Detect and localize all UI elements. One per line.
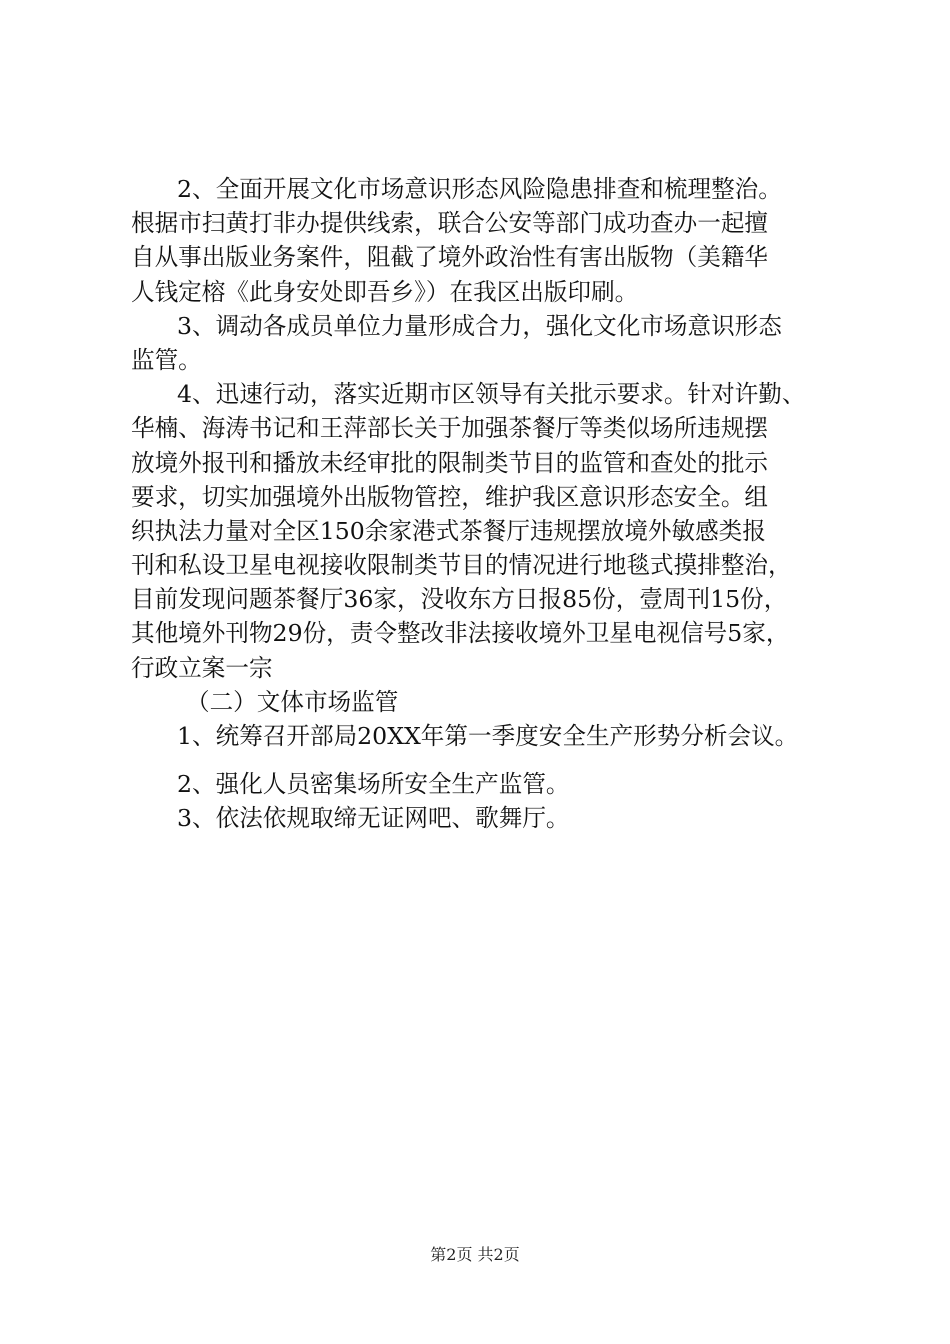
list-item: 2、强化人员密集场所安全生产监管。 — [177, 770, 570, 799]
paragraph-4-line: 行政立案一宗 — [131, 653, 273, 682]
paragraph-4-line: 华楠、海涛书记和王萍部长关于加强茶餐厅等类似场所违规摆 — [131, 414, 769, 443]
paragraph-4-line: 放境外报刊和播放未经审批的限制类节目的监管和查处的批示 — [131, 448, 769, 477]
paragraph-2-line: 根据市扫黄打非办提供线索，联合公安等部门成功查办一起擅 — [131, 209, 769, 238]
document-body — [131, 172, 831, 836]
paragraph-2-line: 2、全面开展文化市场意识形态风险隐患排查和梳理整治。 — [177, 175, 782, 203]
paragraph-4-line: 4、迅速行动，落实近期市区领导有关批示要求。针对许勤、 — [177, 380, 806, 409]
paragraph-4-line: 目前发现问题茶餐厅36家，没收东方日报85份，壹周刊15份， — [131, 585, 788, 614]
paragraph-4-line: 刊和私设卫星电视接收限制类节目的情况进行地毯式摸排整治， — [131, 551, 792, 580]
paragraph-2-line: 自从事出版业务案件，阻截了境外政治性有害出版物（美籍华 — [131, 243, 769, 272]
paragraph-4-line: 其他境外刊物29份，责令整改非法接收境外卫星电视信号5家， — [131, 619, 790, 648]
paragraph-3-line: 监管。 — [131, 345, 202, 374]
list-item: 3、依法依规取缔无证网吧、歌舞厅。 — [177, 804, 570, 833]
paragraph-4-line: 织执法力量对全区150余家港式茶餐厅违规摆放境外敏感类报 — [131, 516, 766, 545]
paragraph-gap — [131, 753, 831, 767]
page-footer: 第2页 共2页 — [430, 1245, 520, 1264]
paragraph-2-line: 人钱定榕《此身安处即吾乡》）在我区出版印刷。 — [131, 277, 639, 306]
list-item: 1、统筹召开部局20XX年第一季度安全生产形势分析会议。 — [177, 722, 799, 750]
paragraph-4-line: 要求，切实加强境外出版物管控，维护我区意识形态安全。组 — [131, 482, 769, 511]
paragraph-3-line: 3、调动各成员单位力量形成合力，强化文化市场意识形态 — [177, 311, 782, 340]
section-heading: （二）文体市场监管 — [186, 687, 399, 716]
